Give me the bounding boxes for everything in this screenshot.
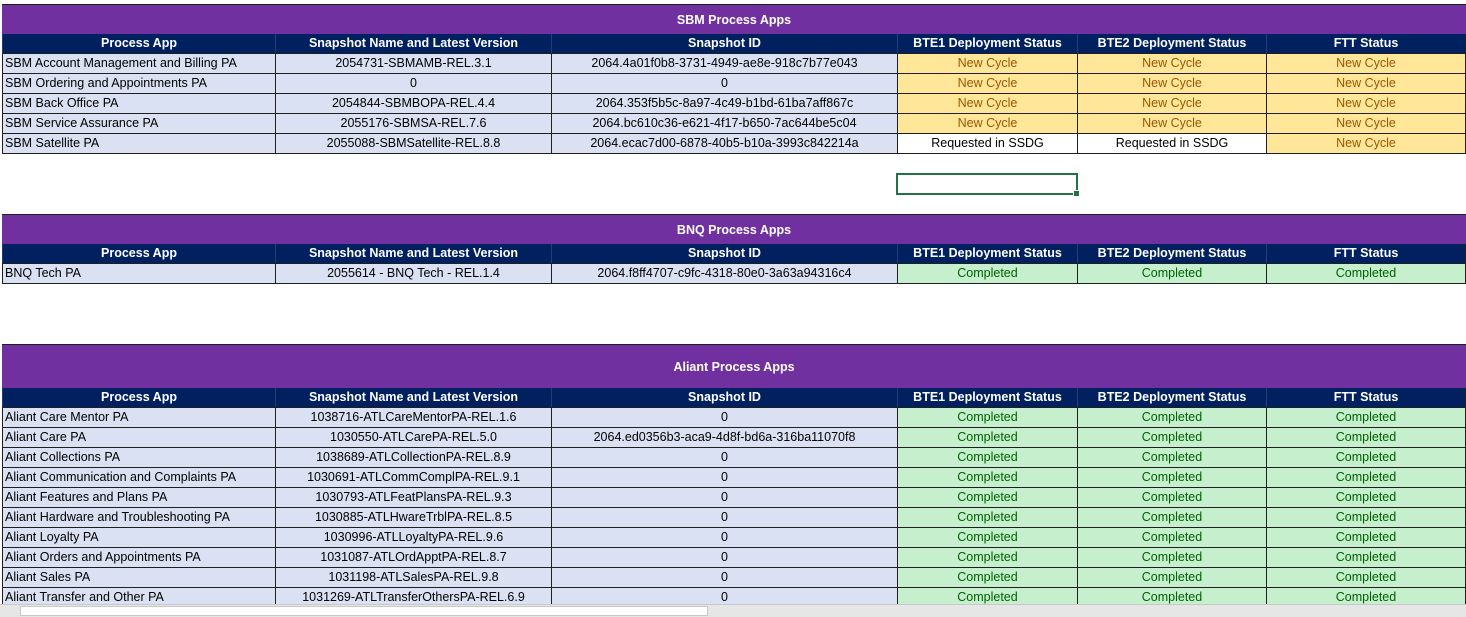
cell-bte2[interactable]: Completed (1077, 488, 1266, 507)
col-header-bte1[interactable]: BTE1 Deployment Status (897, 388, 1077, 407)
col-header-process-app[interactable]: Process App (2, 34, 275, 53)
cell-bte1[interactable]: New Cycle (897, 94, 1077, 113)
col-header-snapshot-id[interactable]: Snapshot ID (551, 244, 897, 263)
cell-bte2[interactable]: Completed (1077, 408, 1266, 427)
cell-app[interactable]: Aliant Care Mentor PA (2, 408, 275, 427)
cell-ftt[interactable]: Completed (1266, 264, 1466, 283)
cell-snapshot[interactable]: 1030885-ATLHwareTrblPA-REL.8.5 (275, 508, 551, 527)
col-header-process-app[interactable]: Process App (2, 388, 275, 407)
table-row (2, 488, 1466, 508)
cell-snapshot[interactable]: 2054731-SBMAMB-REL.3.1 (275, 54, 551, 73)
cell-id[interactable]: 2064.ecac7d00-6878-40b5-b10a-3993c842214a (551, 134, 897, 153)
header-row (2, 244, 1466, 264)
col-header-bte1[interactable]: BTE1 Deployment Status (897, 244, 1077, 263)
cell-snapshot[interactable]: 2055614 - BNQ Tech - REL.1.4 (275, 264, 551, 283)
cell-snapshot[interactable]: 0 (275, 74, 551, 93)
col-header-bte2[interactable]: BTE2 Deployment Status (1077, 34, 1266, 53)
cell-bte1[interactable]: Completed (897, 264, 1077, 283)
cell-id[interactable]: 0 (551, 588, 897, 607)
cell-snapshot[interactable]: 2055176-SBMSA-REL.7.6 (275, 114, 551, 133)
cell-app[interactable]: Aliant Care PA (2, 428, 275, 447)
cell-snapshot[interactable]: 2055088-SBMSatellite-REL.8.8 (275, 134, 551, 153)
cell-bte2[interactable]: Completed (1077, 548, 1266, 567)
col-header-ftt[interactable]: FTT Status (1266, 244, 1466, 263)
horizontal-scrollbar[interactable] (20, 606, 708, 616)
cell-app[interactable]: Aliant Transfer and Other PA (2, 588, 275, 607)
cell-ftt[interactable]: New Cycle (1266, 74, 1466, 93)
section-title[interactable]: SBM Process Apps (2, 4, 1466, 34)
cell-bte1[interactable]: Completed (897, 428, 1077, 447)
header-row (2, 34, 1466, 54)
cell-snapshot[interactable]: 1030996-ATLLoyaltyPA-REL.9.6 (275, 528, 551, 547)
cell-ftt[interactable]: New Cycle (1266, 134, 1466, 153)
table-row (2, 548, 1466, 568)
cell-bte2[interactable]: Completed (1077, 568, 1266, 587)
cell-id[interactable]: 0 (551, 568, 897, 587)
table-row (2, 94, 1466, 114)
cell-ftt[interactable]: Completed (1266, 588, 1466, 607)
cell-id[interactable]: 2064.ed0356b3-aca9-4d8f-bd6a-316ba11070f8 (551, 428, 897, 447)
cell-bte2[interactable]: Completed (1077, 468, 1266, 487)
cell-id[interactable]: 0 (551, 508, 897, 527)
cell-bte1[interactable]: Completed (897, 568, 1077, 587)
cell-ftt[interactable]: New Cycle (1266, 94, 1466, 113)
cell-bte2[interactable]: Completed (1077, 508, 1266, 527)
table-row (2, 74, 1466, 94)
cell-bte2[interactable]: New Cycle (1077, 114, 1266, 133)
cell-app[interactable]: SBM Account Management and Billing PA (2, 54, 275, 73)
cell-bte2[interactable]: Completed (1077, 588, 1266, 607)
cell-snapshot[interactable]: 1030691-ATLCommComplPA-REL.9.1 (275, 468, 551, 487)
cell-bte1[interactable]: Completed (897, 528, 1077, 547)
col-header-process-app[interactable]: Process App (2, 244, 275, 263)
cell-ftt[interactable]: New Cycle (1266, 54, 1466, 73)
table-row (2, 448, 1466, 468)
table-row (2, 114, 1466, 134)
cell-bte1[interactable]: Requested in SSDG (897, 134, 1077, 153)
cell-bte2[interactable]: Completed (1077, 528, 1266, 547)
cell-bte2[interactable]: Completed (1077, 448, 1266, 467)
cell-ftt[interactable]: Completed (1266, 568, 1466, 587)
cell-app[interactable]: Aliant Loyalty PA (2, 528, 275, 547)
table-row (2, 428, 1466, 448)
cell-ftt[interactable]: Completed (1266, 468, 1466, 487)
col-header-snapshot-name[interactable]: Snapshot Name and Latest Version (275, 244, 551, 263)
cell-app[interactable]: Aliant Collections PA (2, 448, 275, 467)
bnq-table (2, 214, 1466, 284)
table-row (2, 408, 1466, 428)
cell-app[interactable]: SBM Satellite PA (2, 134, 275, 153)
cell-bte1[interactable]: Completed (897, 548, 1077, 567)
cell-id[interactable]: 0 (551, 74, 897, 93)
cell-id[interactable]: 0 (551, 488, 897, 507)
cell-bte1[interactable]: New Cycle (897, 114, 1077, 133)
cell-ftt[interactable]: Completed (1266, 428, 1466, 447)
col-header-bte1[interactable]: BTE1 Deployment Status (897, 34, 1077, 53)
table-row (2, 264, 1466, 284)
cell-bte1[interactable]: Completed (897, 588, 1077, 607)
cell-snapshot[interactable]: 1030793-ATLFeatPlansPA-REL.9.3 (275, 488, 551, 507)
cell-bte2[interactable]: Completed (1077, 428, 1266, 447)
cell-id[interactable]: 2064.353f5b5c-8a97-4c49-b1bd-61ba7aff867c (551, 94, 897, 113)
cell-bte1[interactable]: Completed (897, 468, 1077, 487)
cell-id[interactable]: 0 (551, 408, 897, 427)
section-title[interactable]: Aliant Process Apps (2, 344, 1466, 388)
cell-app[interactable]: SBM Service Assurance PA (2, 114, 275, 133)
cell-bte2[interactable]: New Cycle (1077, 54, 1266, 73)
cell-id[interactable]: 0 (551, 448, 897, 467)
cell-id[interactable]: 0 (551, 468, 897, 487)
cell-app[interactable]: Aliant Communication and Complaints PA (2, 468, 275, 487)
selected-cell[interactable] (896, 173, 1078, 195)
cell-ftt[interactable]: Completed (1266, 488, 1466, 507)
cell-bte2[interactable]: New Cycle (1077, 94, 1266, 113)
cell-ftt[interactable]: Completed (1266, 508, 1466, 527)
table-row (2, 54, 1466, 74)
table-row (2, 568, 1466, 588)
col-header-snapshot-id[interactable]: Snapshot ID (551, 388, 897, 407)
col-header-snapshot-id[interactable]: Snapshot ID (551, 34, 897, 53)
cell-ftt[interactable]: New Cycle (1266, 114, 1466, 133)
cell-id[interactable]: 2064.4a01f0b8-3731-4949-ae8e-918c7b77e043 (551, 54, 897, 73)
cell-bte1[interactable]: Completed (897, 488, 1077, 507)
col-header-ftt[interactable]: FTT Status (1266, 388, 1466, 407)
cell-bte1[interactable]: Completed (897, 508, 1077, 527)
cell-bte1[interactable]: New Cycle (897, 54, 1077, 73)
header-row (2, 388, 1466, 408)
cell-bte1[interactable]: Completed (897, 448, 1077, 467)
cell-bte1[interactable]: Completed (897, 408, 1077, 427)
cell-snapshot[interactable]: 1031269-ATLTransferOthersPA-REL.6.9 (275, 588, 551, 607)
cell-app[interactable]: SBM Ordering and Appointments PA (2, 74, 275, 93)
cell-app[interactable]: Aliant Orders and Appointments PA (2, 548, 275, 567)
cell-ftt[interactable]: Completed (1266, 548, 1466, 567)
table-row (2, 508, 1466, 528)
table-row (2, 528, 1466, 548)
cell-id[interactable]: 2064.bc610c36-e621-4f17-b650-7ac644be5c04 (551, 114, 897, 133)
table-row (2, 468, 1466, 488)
table-row (2, 134, 1466, 154)
cell-snapshot[interactable]: 1031198-ATLSalesPA-REL.9.8 (275, 568, 551, 587)
cell-app[interactable]: Aliant Features and Plans PA (2, 488, 275, 507)
col-header-bte2[interactable]: BTE2 Deployment Status (1077, 388, 1266, 407)
cell-bte2[interactable]: New Cycle (1077, 74, 1266, 93)
sbm-table (2, 4, 1466, 154)
cell-snapshot[interactable]: 1038716-ATLCareMentorPA-REL.1.6 (275, 408, 551, 427)
section-title[interactable]: BNQ Process Apps (2, 214, 1466, 244)
col-header-ftt[interactable]: FTT Status (1266, 34, 1466, 53)
cell-ftt[interactable]: Completed (1266, 408, 1466, 427)
cell-bte2[interactable]: Requested in SSDG (1077, 134, 1266, 153)
cell-id[interactable]: 2064.f8ff4707-c9fc-4318-80e0-3a63a94316c4 (551, 264, 897, 283)
cell-ftt[interactable]: Completed (1266, 448, 1466, 467)
cell-snapshot[interactable]: 2054844-SBMBOPA-REL.4.4 (275, 94, 551, 113)
cell-id[interactable]: 0 (551, 528, 897, 547)
cell-ftt[interactable]: Completed (1266, 528, 1466, 547)
cell-bte1[interactable]: New Cycle (897, 74, 1077, 93)
cell-app[interactable]: BNQ Tech PA (2, 264, 275, 283)
col-header-snapshot-name[interactable]: Snapshot Name and Latest Version (275, 388, 551, 407)
cell-snapshot[interactable]: 1030550-ATLCarePA-REL.5.0 (275, 428, 551, 447)
col-header-snapshot-name[interactable]: Snapshot Name and Latest Version (275, 34, 551, 53)
cell-app[interactable]: SBM Back Office PA (2, 94, 275, 113)
cell-snapshot[interactable]: 1038689-ATLCollectionPA-REL.8.9 (275, 448, 551, 467)
cell-id[interactable]: 0 (551, 548, 897, 567)
cell-bte2[interactable]: Completed (1077, 264, 1266, 283)
cell-snapshot[interactable]: 1031087-ATLOrdApptPA-REL.8.7 (275, 548, 551, 567)
cell-app[interactable]: Aliant Hardware and Troubleshooting PA (2, 508, 275, 527)
cell-app[interactable]: Aliant Sales PA (2, 568, 275, 587)
aliant-table (2, 344, 1466, 608)
col-header-bte2[interactable]: BTE2 Deployment Status (1077, 244, 1266, 263)
